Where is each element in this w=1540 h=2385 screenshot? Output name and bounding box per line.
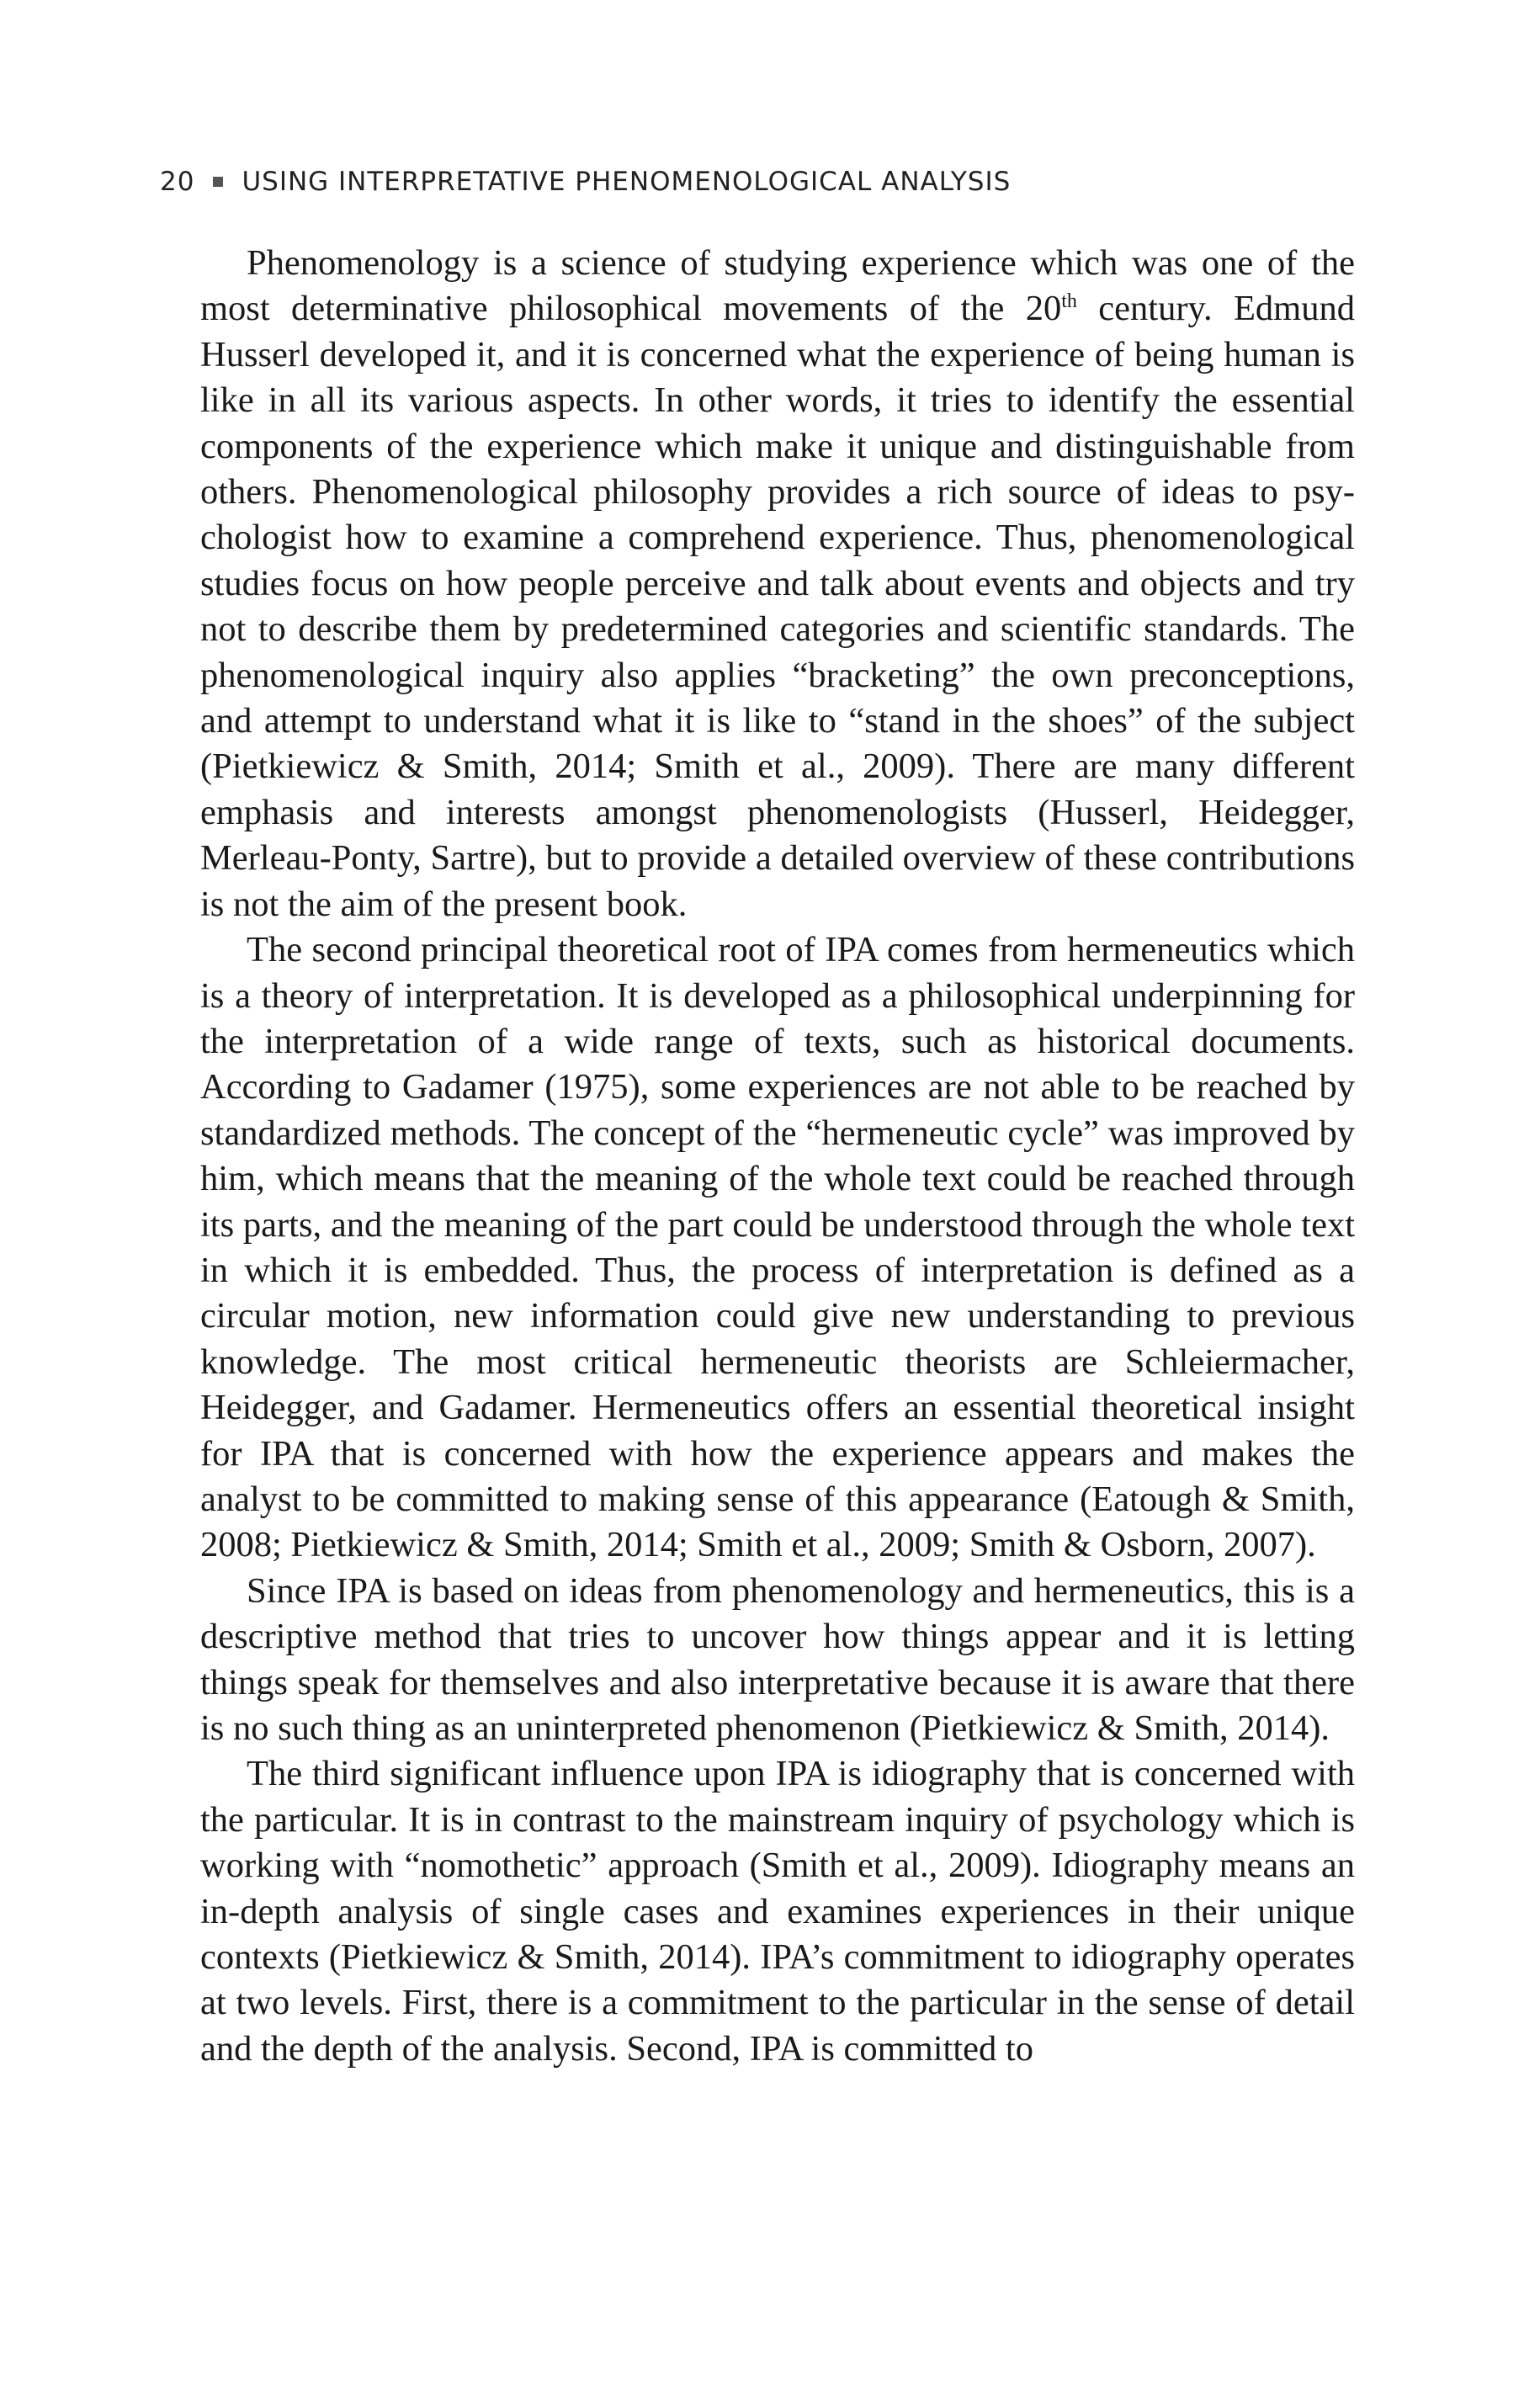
square-bullet-icon: [213, 177, 223, 187]
paragraph-3: Since IPA is based on ideas from phenomenology and hermeneutics, this is a descriptive method that tries to uncover how things appear and it is letting things speak for themselves and also interpretative because it is aware that there is no such thing as an uninterpreted phenomenon (Pietkiewicz & Smith, 2014).: [200, 1570, 1355, 1748]
paragraph-2: The second principal theoretical root of IPA comes from hermeneutics which is a theory of interpretation. It is developed as a philosophical underpinning for the interpretation of a wide range of texts, such as historical documents. According to Gadamer (1975), some experiences are not able to be reached by standardized methods. The concept of the “hermeneutic cycle” was improved by him, which means that the meaning of the whole text could be reached through its parts, and the meaning of the part could be understood through the whole text in which it is embedded. Thus, the process of interpretation is defined as a circular motion, new information could give new understanding to previous knowledge. The most critical hermeneutic theorists are Schleiermacher, Heidegger, and Gadamer. Hermeneutics offers an essential theoretical insight for IPA that is concerned with how the experience appears and makes the analyst to be committed to making sense of this appearance (Eatough & Smith, 2008; Pietkiewicz & Smith, 2014; Smith et al., 2009; Smith & Osborn, 2007).: [200, 930, 1355, 1565]
page-number: 20: [160, 167, 195, 197]
superscript-th: th: [1061, 290, 1077, 313]
body-text: [200, 241, 1355, 2072]
running-title: USING INTERPRETATIVE PHENOMENOLOGICAL ANALYSIS: [242, 167, 1012, 197]
paragraph-1: [200, 241, 1355, 927]
paragraph-1-text-start: Phenomenology is a science of studying experience which was one of the most determinative philosophical movements of the 20: [200, 243, 1355, 329]
running-header: [160, 167, 1011, 197]
paragraph-1-text-end: century. Edmund Husserl developed it, and it is concerned what the experience of being human is like in all its various aspects. In other words, it tries to identify the essential components of the experience which make it unique and distinguishable from others. Phenomenological philosophy provides a rich source of ideas to psychologist how to examine a comprehend experience. Thus, phenomenological studies focus on how people perceive and talk about events and objects and try not to describe them by predetermined categories and scientific standards. The phenomenological inquiry also applies “bracketing” the own preconceptions, and attempt to understand what it is like to “stand in the shoes” of the subject (Pietkiewicz & Smith, 2014; Smith et al., 2009). There are many different emphasis and interests amongst phenomenologists (Husserl, Heidegger, Merleau-Ponty, Sartre), but to provide a detailed overview of these contributions is not the aim of the present book.: [200, 289, 1355, 924]
paragraph-4: The third significant influence upon IPA is idiography that is concerned with the particular. It is in contrast to the mainstream inquiry of psychology which is working with “nomothetic” approach (Smith et al., 2009). Idiography means an in-depth analysis of single cases and examines experiences in their unique contexts (Pietkiewicz & Smith, 2014). IPA’s commitment to idiography operates at two levels. First, there is a commitment to the particular in the sense of detail and the depth of the analysis. Second, IPA is committed to: [200, 1754, 1355, 2069]
